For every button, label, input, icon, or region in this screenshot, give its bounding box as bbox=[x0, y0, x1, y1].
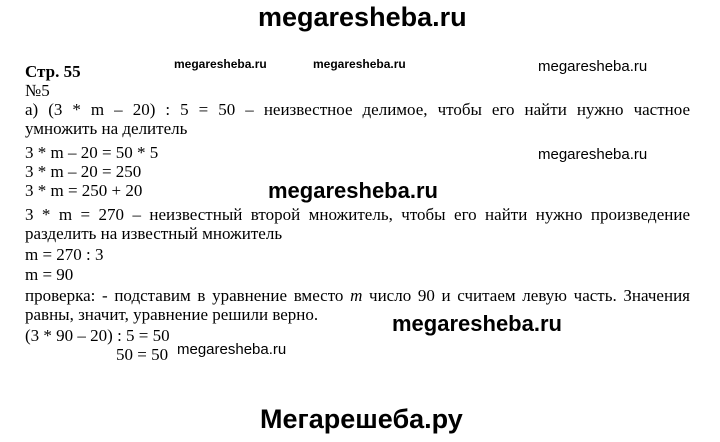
equation-line: 3 * m – 20 = 50 * 5 bbox=[25, 143, 159, 162]
watermark-middle: megaresheba.ru bbox=[268, 178, 438, 203]
solution-line: а) (3 * m – 20) : 5 = 50 – неизвестное делимое, чтобы его найти нужно частное bbox=[25, 100, 690, 119]
check-text: проверка: - подставим в уравнение вместо bbox=[25, 286, 351, 305]
watermark-bottom: Мегарешеба.ру bbox=[260, 404, 463, 434]
solution-line: умножить на делитель bbox=[25, 119, 188, 138]
watermark-small: megaresheba.ru bbox=[174, 57, 267, 71]
equation-line: 3 * m – 20 = 250 bbox=[25, 162, 142, 181]
solution-line: 3 * m = 270 – неизвестный второй множитель, чтобы его найти нужно произведение bbox=[25, 205, 690, 224]
equation-line: m = 90 bbox=[25, 265, 74, 284]
watermark-small: megaresheba.ru bbox=[538, 58, 648, 75]
check-line bbox=[25, 286, 690, 305]
check-text: число 90 и считаем левую часть. Значения bbox=[362, 286, 690, 305]
equation-line: 50 = 50 bbox=[116, 345, 169, 364]
watermark-small: megaresheba.ru bbox=[177, 341, 287, 358]
page-label: Стр. 55 bbox=[25, 62, 81, 81]
watermark-small: megaresheba.ru bbox=[538, 146, 648, 163]
equation-line: m = 270 : 3 bbox=[25, 245, 104, 264]
watermark-top: megaresheba.ru bbox=[258, 2, 467, 32]
variable-m: m bbox=[350, 286, 363, 305]
watermark-middle: megaresheba.ru bbox=[392, 311, 562, 336]
check-line: равны, значит, уравнение решили верно. bbox=[25, 305, 319, 324]
task-number: №5 bbox=[25, 81, 50, 100]
equation-line: 3 * m = 250 + 20 bbox=[25, 181, 143, 200]
solution-line: разделить на известный множитель bbox=[25, 224, 283, 243]
equation-line: (3 * 90 – 20) : 5 = 50 bbox=[25, 326, 170, 345]
watermark-small: megaresheba.ru bbox=[313, 57, 406, 71]
